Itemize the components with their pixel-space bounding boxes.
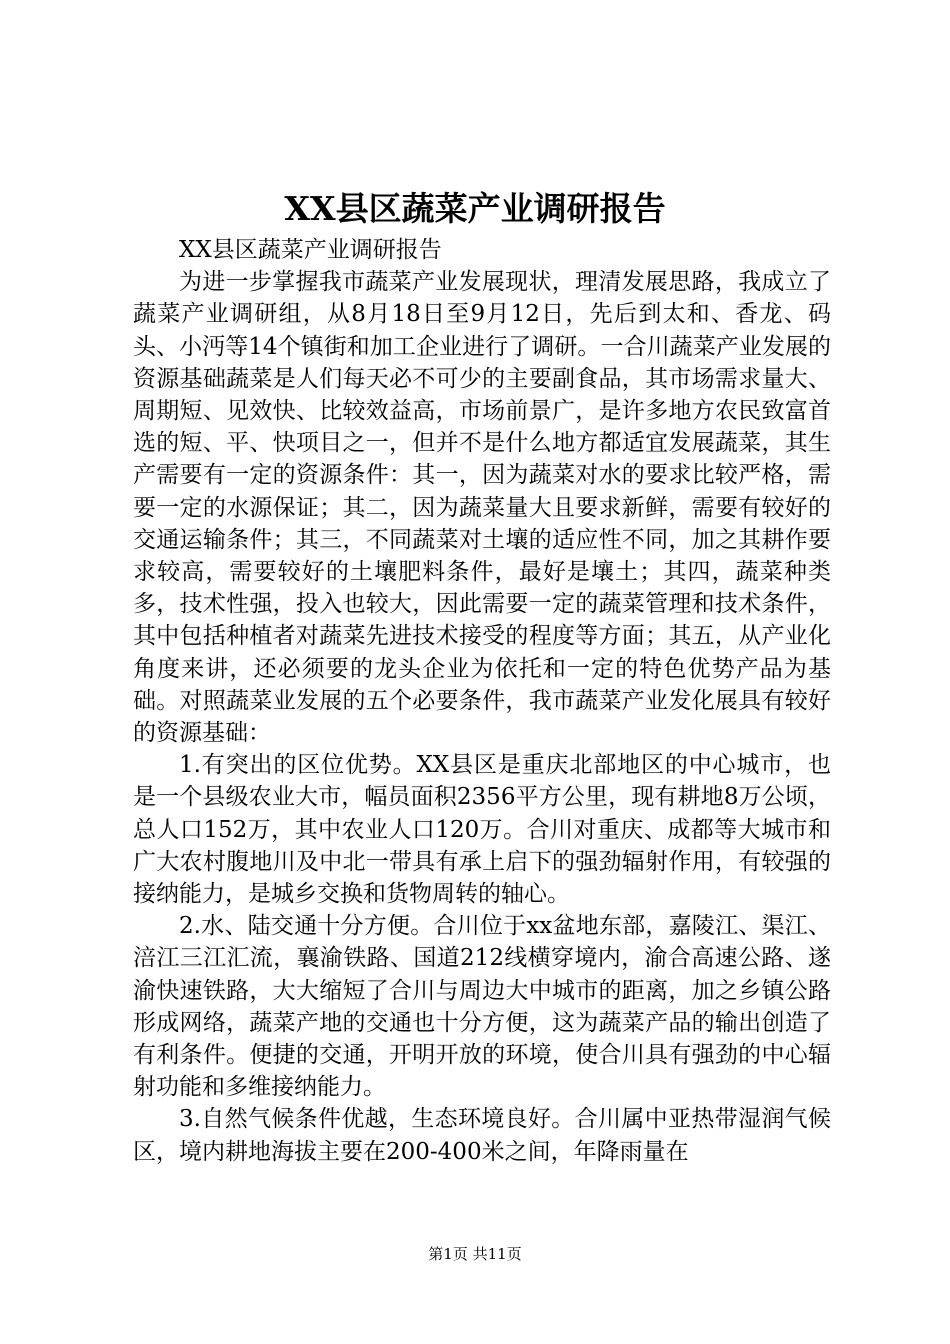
paragraph-point-3: 3.自然气候条件优越，生态环境良好。合川属中亚热带湿润气候区，境内耕地海拔主要在200-400米之间，年降雨量在 [133, 1106, 831, 1165]
paragraph-subtitle: XX县区蔬菜产业调研报告 [179, 237, 442, 263]
paragraph-point-1: 1.有突出的区位优势。XX县区是重庆北部地区的中心城市，也是一个县级农业大市，幅员面积2356平方公里，现有耕地8万公顷，总人口152万，其中农业人口120万。合川对重庆、成都等大城市和广大农村腹地川及中北一带具有承上启下的强劲辐射作用，有较强的接纳能力，是城乡交换和货物周转的轴心。 [133, 752, 831, 908]
document-body [133, 234, 831, 1168]
page-footer: 第1页 共11页 [428, 1245, 522, 1263]
document-title: XX县区蔬菜产业调研报告 [284, 189, 666, 228]
paragraph-point-2: 2.水、陆交通十分方便。合川位于xx盆地东部，嘉陵江、渠江、涪江三江汇流，襄渝铁路、国道212线横穿境内，渝合高速公路、遂渝快速铁路，大大缩短了合川与周边大中城市的距离，加之乡镇公路形成网络，蔬菜产地的交通也十分方便，这为蔬菜产品的输出创造了有利条件。便捷的交通，开明开放的环境，使合川具有强劲的中心辐射功能和多维接纳能力。 [133, 913, 831, 1101]
paragraph-intro: 为进一步掌握我市蔬菜产业发展现状，理清发展思路，我成立了蔬菜产业调研组，从8月18日至9月12日，先后到太和、香龙、码头、小沔等14个镇街和加工企业进行了调研。一合川蔬菜产业发展的资源基础蔬菜是人们每天必不可少的主要副食品，其市场需求量大、周期短、见效快、比较效益高，市场前景广，是许多地方农民致富首选的短、平、快项目之一，但并不是什么地方都适宜发展蔬菜，其生产需要有一定的资源条件：其一，因为蔬菜对水的要求比较严格，需要一定的水源保证；其二，因为蔬菜量大且要求新鲜，需要有较好的交通运输条件；其三，不同蔬菜对土壤的适应性不同，加之其耕作要求较高，需要较好的土壤肥料条件，最好是壤土；其四，蔬菜种类多，技术性强，投入也较大，因此需要一定的蔬菜管理和技术条件，其中包括种植者对蔬菜先进技术接受的程度等方面；其五，从产业化角度来讲，还必须要的龙头企业为依托和一定的特色优势产品为基础。对照蔬菜业发展的五个必要条件，我市蔬菜产业发化展具有较好的资源基础： [133, 269, 831, 747]
